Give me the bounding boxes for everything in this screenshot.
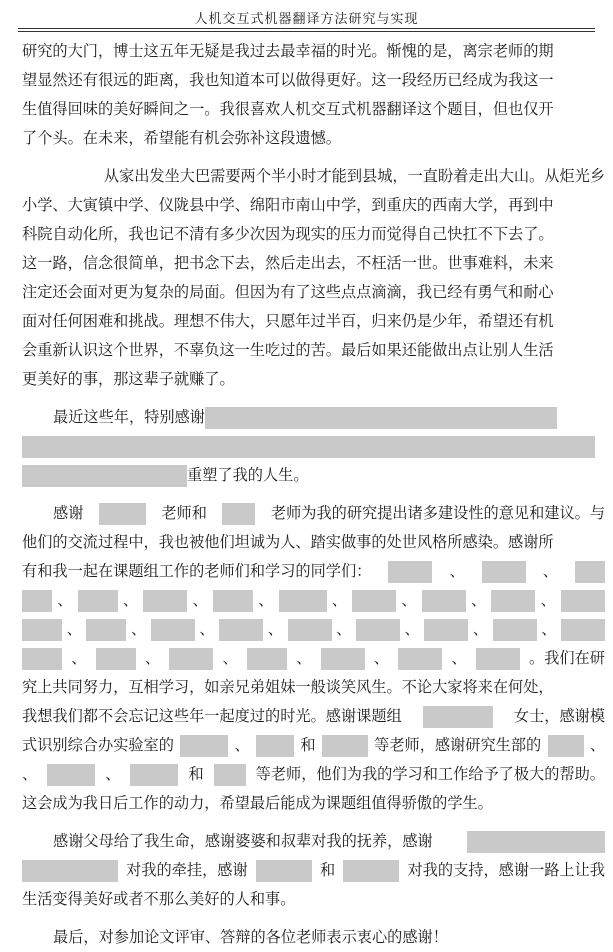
text-line [22,528,605,557]
text-segment: 对我的支持，感谢一路上让我 [407,861,605,879]
redaction-block [288,619,332,641]
redaction-block [86,619,126,641]
text-line [22,278,605,307]
text-segment: 望显然还有很远的距离，我也知道本可以做得更好。这一段经历已经成为我这一 [22,71,554,89]
redaction-block [561,590,605,612]
text-segment: 科院自动化所，我也记不清有多少次因为现实的压力而觉得自己快扛不下去了。 [22,225,554,243]
header-rule [18,28,595,29]
text-line [22,95,605,124]
text-segment: 和 [188,765,204,783]
redaction-block [78,590,118,612]
redaction-block [169,648,213,670]
separator: 、 [373,649,389,667]
redaction-block [467,831,605,853]
header-rule [18,31,595,32]
separator: 、 [130,620,147,638]
text-segment: 感谢 [53,504,84,522]
text-line [22,249,605,278]
redaction-block [214,764,246,786]
text-line [22,432,605,461]
text-line [22,702,605,731]
redaction-block [205,407,557,429]
running-title: 人机交互式机器翻译方法研究与实现 [194,12,419,27]
text-line [22,403,605,432]
redaction-block [422,590,466,612]
redaction-block [343,860,399,882]
redaction-block [22,590,52,612]
text-segment: 从家出发坐大巴需要两个半小时才能到县城，一直盼着走出大山。从炬光乡 [103,167,605,185]
text-line [22,827,605,856]
text-segment: 最后，对参加论文评审、答辩的各位老师表示衷心的感谢！ [53,928,448,946]
text-line [22,731,605,760]
redaction-block [256,860,312,882]
text-segment: 生值得回味的美好瞬间之一。我很喜欢人机交互式机器翻译这个题目，但也仅开 [22,100,554,118]
redaction-block [256,735,294,757]
redaction-block [321,648,365,670]
redaction-block [219,619,263,641]
redaction-block [388,561,432,583]
text-line [22,37,605,66]
text-segment: 感谢父母给了我生命，感谢婆婆和叔辈对我的抚养，感谢 [53,832,433,850]
text-line [22,885,605,914]
separator: 、 [589,736,605,754]
document-body [22,37,605,952]
separator: 、 [449,562,465,580]
redaction-block [561,619,605,641]
text-segment: 重塑了我的人生。 [187,466,309,484]
redaction-block [575,561,605,583]
text-line [22,789,605,818]
separator: 、 [57,591,73,609]
text-segment: 生活变得美好或者不那么美好的人和事。 [22,890,296,908]
text-segment: 等老师，他们为我的学习和工作给予了极大的帮助。 [255,765,605,783]
redaction-block [247,648,287,670]
redaction-block [22,465,187,487]
text-segment: 小学、大寅镇中学、仪陇县中学、绵阳市南山中学，到重庆的西南大学，再到中 [22,196,554,214]
separator: 、 [296,649,312,667]
text-segment: 面对任何困难和挑战。理想不伟大，只愿年过半百，归来仍是少年，希望还有机 [22,312,554,330]
separator: 、 [336,620,352,638]
redaction-block [423,706,493,728]
separator: 、 [541,620,557,638]
text-segment: 式识别综合办实验室的 [22,736,174,754]
text-segment: 对我的牵挂，感谢 [126,861,248,879]
text-line [22,760,605,789]
separator: 、 [22,765,38,783]
redaction-block [398,648,442,670]
text-line [22,499,605,528]
text-segment: 注定还会面对更为复杂的局面。但因为有了这些点点滴滴，我已经有勇气和耐心 [22,283,554,301]
separator: 、 [404,620,420,638]
separator: 、 [451,649,467,667]
text-line [22,307,605,336]
text-line [22,644,605,673]
separator: 、 [540,591,556,609]
text-segment: 这会成为我日后工作的动力，希望最后能成为课题组值得骄傲的学生。 [22,794,493,812]
text-segment: 他们的交流过程中，我也被他们坦诚为人、踏实做事的处世风格所感染。感谢所 [22,533,554,551]
text-segment: 最近这些年，特别感谢 [53,408,205,426]
separator: 、 [71,649,87,667]
redaction-block [213,590,253,612]
text-segment: 。我们在研 [528,649,605,667]
separator: 、 [331,591,347,609]
text-segment: 究上共同努力，互相学习，如亲兄弟姐妹一般谈笑风生。不论大家将来在何处， [22,678,554,696]
text-segment: 这一路，信念很简单，把书念下去，然后走出去，不枉活一世。世事难料，未来 [22,254,554,272]
text-line [22,365,605,394]
redaction-block [356,619,400,641]
page-header [0,0,613,34]
redaction-block [322,735,368,757]
text-line [22,220,605,249]
text-line [22,557,605,586]
text-line [22,66,605,95]
text-line [22,615,605,644]
redaction-block [143,590,187,612]
separator: 、 [192,591,208,609]
separator: 、 [144,649,161,667]
text-segment: 和 [320,861,336,879]
text-segment: 了个头。在未来，希望能有机会弥补这段遗憾。 [22,129,341,147]
separator: 、 [267,620,283,638]
redaction-block [180,735,228,757]
redaction-block [47,764,95,786]
redaction-block [476,648,520,670]
redaction-block [22,619,62,641]
text-segment: 女士，感谢模 [513,707,605,725]
redaction-block [279,590,327,612]
redaction-block [424,619,468,641]
text-segment: 等老师，感谢研究生部的 [374,736,542,754]
text-line [22,673,605,702]
separator: 、 [122,591,139,609]
separator: 、 [470,591,487,609]
separator: 、 [258,591,274,609]
separator: 、 [199,620,215,638]
separator: 、 [222,649,238,667]
redaction-block [493,619,537,641]
redaction-block [151,619,195,641]
text-segment: 更美好的事，那这辈子就赚了。 [22,370,235,388]
redaction-block [491,590,535,612]
redaction-block [130,764,178,786]
redaction-block [22,860,118,882]
separator: 、 [105,765,121,783]
redaction-block [99,503,146,525]
text-segment: 研究的大门，博士这五年无疑是我过去最幸福的时光。惭愧的是，离宗老师的期 [22,42,554,60]
text-segment: 和 [300,736,316,754]
text-segment: 有和我一起在课题组工作的老师们和学习的同学们： [22,562,372,580]
text-line [22,461,605,490]
text-line [22,124,605,153]
text-line [22,923,605,952]
text-segment: 老师为我的研究提出诸多建设性的意见和建议。与 [270,504,605,522]
redaction-block [548,735,584,757]
redaction-block [22,648,62,670]
redaction-block [22,436,595,458]
text-segment: 我想我们都不会忘记这些年一起度过的时光。感谢课题组 [22,707,402,725]
separator: 、 [66,620,82,638]
redaction-block [352,590,396,612]
separator: 、 [542,562,558,580]
separator: 、 [234,736,250,754]
redaction-block [222,503,255,525]
text-line [22,162,605,191]
text-line [22,856,605,885]
text-segment: 会重新认识这个世界，不辜负这一生吃过的苦。最后如果还能做出点让别人生活 [22,341,554,359]
text-segment: 老师和 [161,504,207,522]
text-line [22,191,605,220]
text-line [22,336,605,365]
separator: 、 [401,591,417,609]
text-line [22,586,605,615]
redaction-block [482,561,526,583]
redaction-block [96,648,136,670]
separator: 、 [472,620,489,638]
